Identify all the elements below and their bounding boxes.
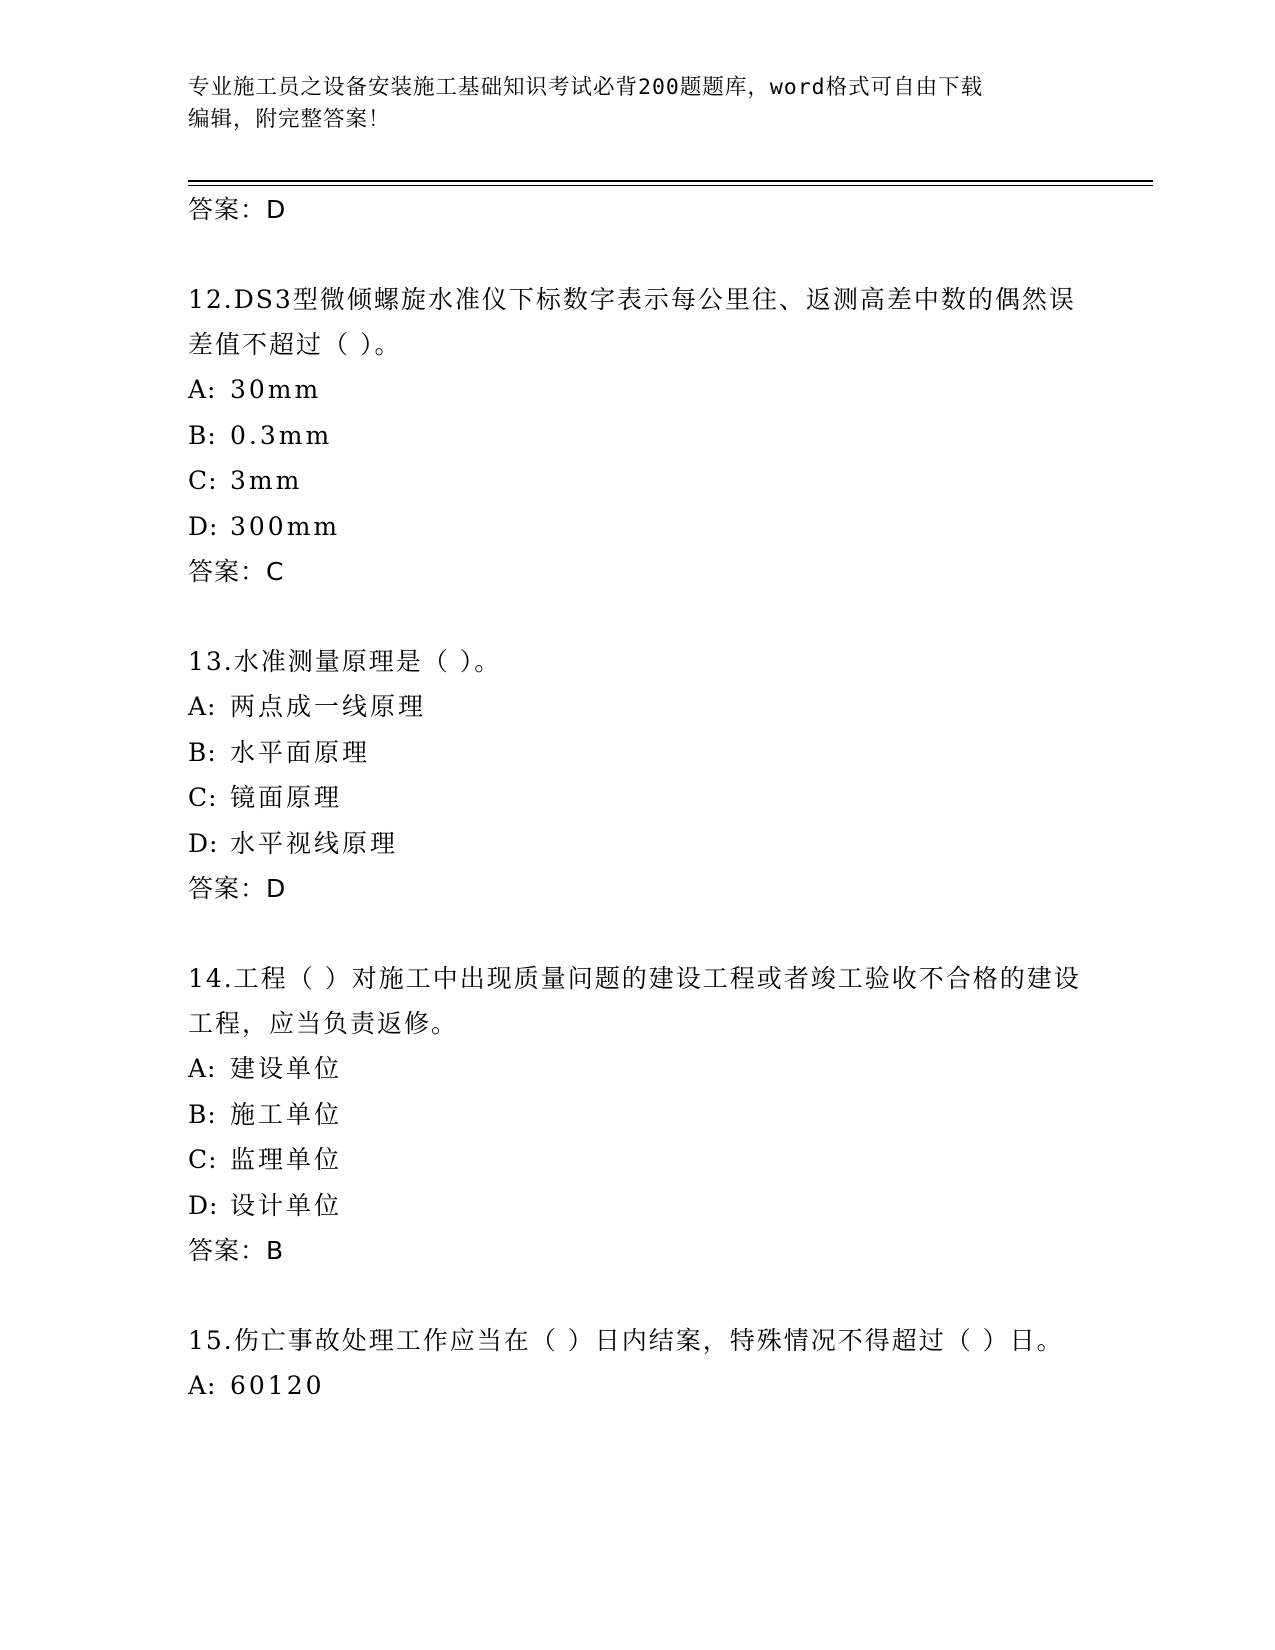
answer-line: 答案：B xyxy=(188,1236,285,1265)
option-d xyxy=(188,1183,1088,1229)
option-text: 3mm xyxy=(230,466,303,495)
question-list xyxy=(188,187,1088,1409)
option-label: B: xyxy=(188,737,217,767)
option-label: A: xyxy=(188,1054,217,1083)
question-stem: 14.工程（ ）对施工中出现质量问题的建设工程或者竣工验收不合格的建设工程，应当负责返修。 xyxy=(188,964,1081,1038)
option-text: 两点成一线原理 xyxy=(230,692,427,721)
option-a xyxy=(188,1363,1088,1409)
option-label: B: xyxy=(188,1099,217,1129)
question-stem: 12.DS3型微倾螺旋水准仪下标数字表示每公里往、返测高差中数的偶然误差值不超过（ ）。 xyxy=(188,285,1076,359)
header-divider-thick xyxy=(188,180,1153,182)
option-label: C: xyxy=(188,466,218,495)
option-text: 监理单位 xyxy=(230,1145,343,1174)
option-label: D: xyxy=(188,1190,219,1220)
option-d xyxy=(188,504,1088,550)
option-b xyxy=(188,730,1088,776)
option-text: 建设单位 xyxy=(230,1054,343,1083)
option-text: 0.3mm xyxy=(230,420,333,450)
option-text: 30mm xyxy=(230,375,322,404)
question-12 xyxy=(188,277,1088,594)
option-a xyxy=(188,684,1088,730)
answer-line: 答案：D xyxy=(188,195,287,224)
option-text: 设计单位 xyxy=(230,1190,343,1220)
option-a xyxy=(188,367,1088,413)
question-14 xyxy=(188,956,1088,1273)
document-header xyxy=(188,72,1068,136)
option-c xyxy=(188,775,1088,821)
question-stem: 15.伤亡事故处理工作应当在（ ）日内结案，特殊情况不得超过（ ）日。 xyxy=(188,1326,1064,1355)
option-label: A: xyxy=(188,375,217,404)
header-line-2: 编辑，附完整答案！ xyxy=(188,107,391,132)
option-label: D: xyxy=(188,511,219,541)
option-text: 镜面原理 xyxy=(230,783,343,812)
option-text: 施工单位 xyxy=(230,1099,343,1129)
option-label: D: xyxy=(188,828,219,858)
answer-line: 答案：C xyxy=(188,557,285,586)
option-text: 300mm xyxy=(230,511,341,541)
option-text: 水平面原理 xyxy=(230,737,371,767)
option-label: A: xyxy=(188,1371,217,1400)
option-b xyxy=(188,413,1088,459)
option-a xyxy=(188,1046,1088,1092)
question-stem: 13.水准测量原理是（ ）。 xyxy=(188,647,502,676)
question-15 xyxy=(188,1318,1088,1409)
option-label: B: xyxy=(188,420,217,450)
option-b xyxy=(188,1092,1088,1138)
option-text: 60120 xyxy=(230,1371,325,1400)
option-label: A: xyxy=(188,692,217,721)
option-label: C: xyxy=(188,1145,218,1174)
option-text: 水平视线原理 xyxy=(230,828,399,858)
option-c xyxy=(188,1137,1088,1183)
header-line-1: 专业施工员之设备安装施工基础知识考试必背200题题库，word格式可自由下载 xyxy=(188,75,984,100)
option-c xyxy=(188,458,1088,504)
question-13 xyxy=(188,639,1088,911)
option-d xyxy=(188,821,1088,867)
header-divider-thin xyxy=(188,185,1153,186)
answer-line: 答案：D xyxy=(188,874,287,903)
option-label: C: xyxy=(188,783,218,812)
